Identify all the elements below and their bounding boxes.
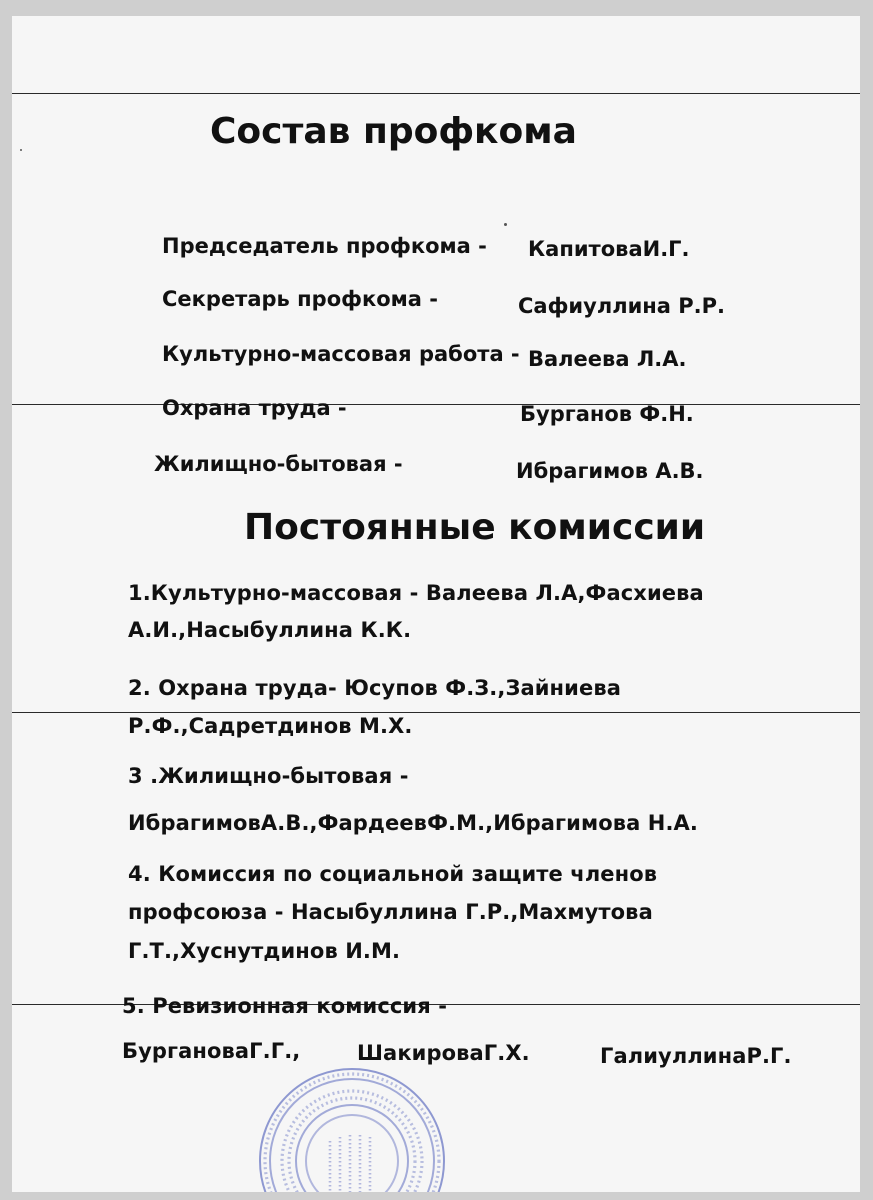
scanned-page — [12, 16, 860, 1192]
officer-name: Сафиуллина Р.Р. — [518, 294, 726, 318]
commission-member: ШакироваГ.Х. — [357, 1041, 530, 1065]
officer-name: КапитоваИ.Г. — [528, 237, 690, 261]
commission-line: Р.Ф.,Садретдинов М.Х. — [128, 714, 413, 738]
officer-role: Секретарь профкома - — [162, 287, 438, 311]
page-title: Состав профкома — [210, 111, 577, 152]
commissions-title: Постоянные комиссии — [244, 507, 706, 548]
commission-line: Г.Т.,Хуснутдинов И.М. — [128, 939, 401, 963]
commission-member: БургановаГ.Г., — [122, 1039, 301, 1063]
commission-line: А.И.,Насыбуллина К.К. — [128, 618, 412, 642]
officer-role: Культурно-массовая работа - — [162, 342, 520, 366]
officer-name: Валеева Л.А. — [528, 347, 687, 371]
officer-name: Ибрагимов А.В. — [516, 459, 704, 483]
scan-line — [12, 93, 860, 94]
commission-line: ИбрагимовА.В.,ФардеевФ.М.,Ибрагимова Н.А. — [128, 811, 698, 835]
officer-role: Охрана труда - — [162, 396, 347, 420]
officer-name: Бурганов Ф.Н. — [520, 402, 694, 426]
commission-line: 1.Культурно-массовая - Валеева Л.А,Фасхиева — [128, 581, 704, 605]
commission-line: 4. Комиссия по социальной защите членов — [128, 862, 658, 886]
commission-line: 5. Ревизионная комиссия - — [122, 994, 448, 1018]
commission-line: 2. Охрана труда- Юсупов Ф.З.,Зайниева — [128, 676, 621, 700]
scan-speck — [20, 149, 22, 151]
officer-role: Председатель профкома - — [162, 234, 487, 258]
scan-line — [12, 404, 860, 405]
commission-line: 3 .Жилищно-бытовая - — [128, 764, 409, 788]
commission-member: ГалиуллинаР.Г. — [600, 1044, 792, 1068]
organization-stamp — [252, 1061, 452, 1192]
officer-role: Жилищно-бытовая - — [154, 452, 403, 476]
scan-speck — [504, 223, 507, 226]
scan-line — [12, 712, 860, 713]
commission-line: профсоюза - Насыбуллина Г.Р.,Махмутова — [128, 900, 653, 924]
